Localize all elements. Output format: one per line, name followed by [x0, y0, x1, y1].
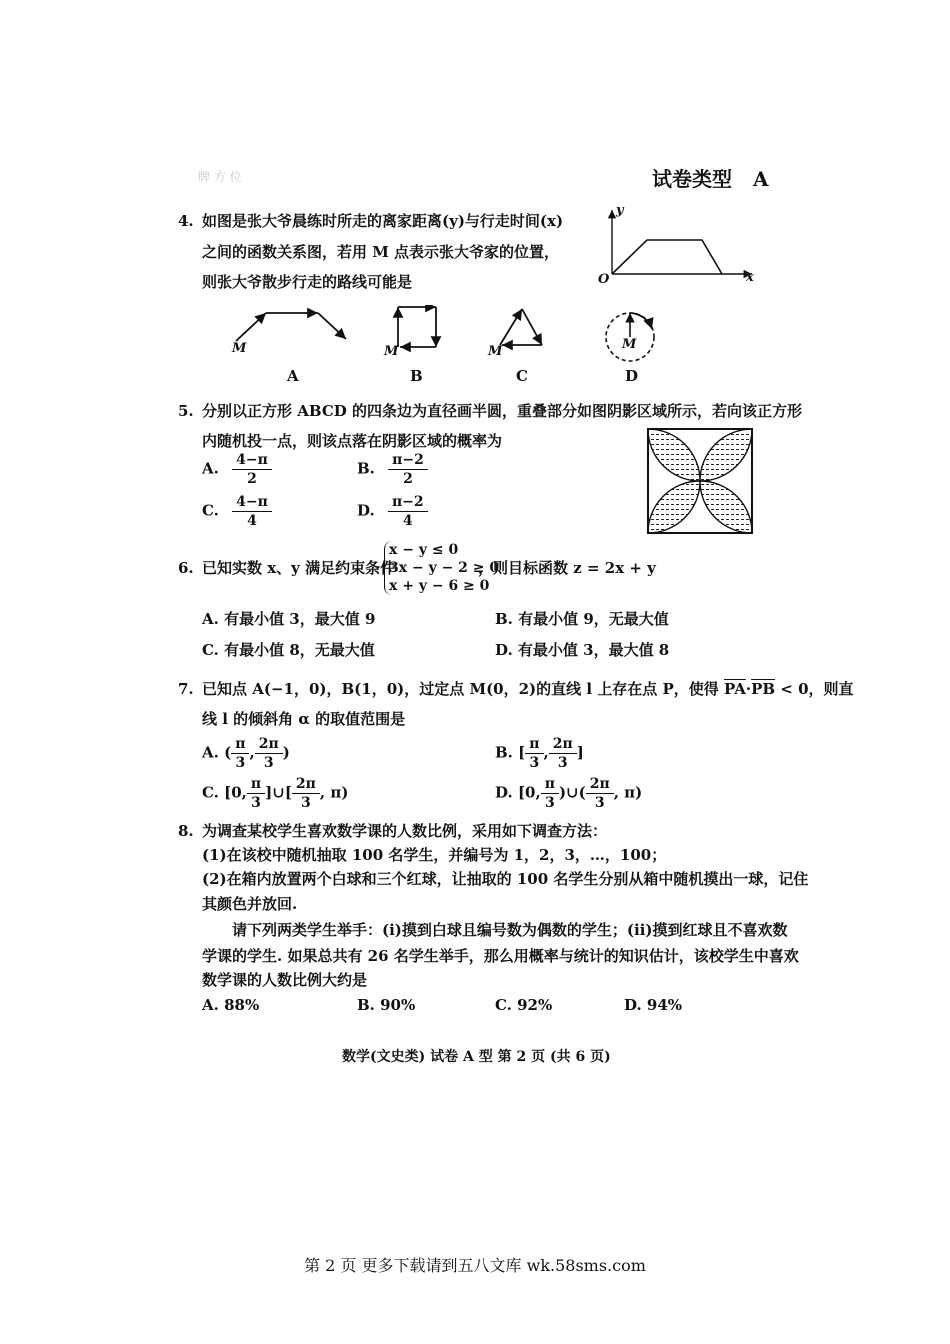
q7-option-b — [495, 735, 584, 772]
q8-line6: 学课的学生. 如果总共有 26 名学生举手，那么用概率与统计的知识估计，该校学生中喜欢 — [202, 947, 799, 965]
q4-option-d-label: D — [625, 367, 639, 385]
route-a — [236, 313, 346, 341]
q8-option-d: D. 94% — [624, 996, 683, 1014]
q7-b-n1: π — [525, 735, 543, 754]
q4-option-b-label: B — [410, 367, 423, 385]
q6-option-a: A. 有最小值 3，最大值 9 — [202, 610, 376, 628]
q7-line2: 线 l 的倾斜角 α 的取值范围是 — [202, 710, 406, 728]
q4-route-figures — [230, 305, 670, 365]
q7-c-n1: π — [247, 775, 265, 794]
q7-a-label: A. — [202, 743, 219, 762]
q6-constraint-1: x − y ≤ 0 — [389, 542, 459, 558]
q7-a-frac2 — [255, 735, 283, 772]
q6-stem-prefix: 已知实数 x、y 满足约束条件 — [202, 559, 396, 577]
q7-c-frac1 — [247, 775, 265, 812]
q5-square-figure — [646, 427, 756, 537]
q7-a-d1: 3 — [235, 755, 246, 771]
q5-option-c — [202, 493, 272, 530]
q7-dot: · — [745, 680, 752, 698]
q6-constraint-3: x + y − 6 ≥ 0 — [389, 578, 490, 594]
q7-c-frac2 — [292, 775, 320, 812]
download-watermark: 第 2 页 更多下载请到五八文库 wk.58sms.com — [304, 1256, 646, 1275]
q5-option-b-frac — [388, 451, 428, 488]
q5-b-num: π−2 — [388, 451, 428, 470]
q5-option-c-label: C. — [202, 501, 219, 520]
q7-b-frac1 — [525, 735, 543, 772]
graph-distance-line — [612, 240, 722, 274]
q6-option-c: C. 有最小值 8，无最大值 — [202, 641, 375, 659]
q5-option-d — [357, 493, 428, 530]
q7-option-d — [495, 775, 642, 812]
q7-d-label: D. — [495, 783, 513, 802]
q5-option-b — [357, 451, 428, 488]
graph-y-label: y — [616, 203, 624, 218]
q8-line2: (1)在该校中随机抽取 100 名学生，并编号为 1，2，3，…，100； — [202, 846, 667, 864]
q7-a-open: ( — [224, 743, 232, 762]
q8-option-b: B. 90% — [357, 996, 416, 1014]
q7-d-d2: 3 — [594, 795, 605, 811]
q5-option-a-frac — [232, 451, 272, 488]
q7-c-d1: 3 — [251, 795, 261, 811]
q5-a-den: 2 — [247, 471, 257, 487]
q5-a-num: 4−π — [232, 451, 272, 470]
q5-c-num: 4−π — [232, 493, 272, 512]
header-smudge: 牌 方 位 — [198, 170, 242, 184]
graph-origin-label: O — [598, 272, 610, 287]
q7-b-d2: 3 — [557, 755, 568, 771]
exam-type-text: 试卷类型 — [652, 167, 732, 191]
q7-c-d2: 3 — [301, 795, 311, 811]
q5-line1: 分别以正方形 ABCD 的四条边为直径画半圆，重叠部分如图阴影区域所示，若向该正方形 — [202, 402, 802, 420]
q7-c-n2: 2π — [292, 775, 320, 794]
q7-b-close: ] — [576, 743, 584, 762]
q7-c-label: C. — [202, 783, 219, 802]
q7-b-n2: 2π — [549, 735, 577, 754]
q7-c-post: , π) — [319, 783, 349, 802]
q7-b-d1: 3 — [529, 755, 540, 771]
q7-d-n2: 2π — [586, 775, 614, 794]
q7-d-mid: )∪( — [558, 783, 586, 802]
q8-line4: 其颜色并放回. — [202, 895, 298, 913]
q4-line1: 如图是张大爷晨练时所走的离家距离(y)与行走时间(x) — [202, 212, 564, 230]
q7-b-comma: , — [543, 743, 549, 762]
q7-b-open: [ — [518, 743, 526, 762]
q7-d-frac1 — [541, 775, 559, 812]
q7-c-mid: ]∪[ — [265, 783, 292, 802]
q7-b-frac2 — [549, 735, 577, 772]
exam-type-label — [652, 163, 769, 192]
q5-option-d-label: D. — [357, 501, 375, 520]
q7-a-frac1 — [231, 735, 249, 772]
route-b — [398, 307, 436, 347]
q7-d-d1: 3 — [544, 795, 555, 811]
exam-type-letter: A — [752, 167, 769, 191]
q7-option-c — [202, 775, 348, 812]
q6-option-b: B. 有最小值 9，无最大值 — [495, 610, 669, 628]
q7-b-label: B. — [495, 743, 513, 762]
q7-vector-pa: $\overline{PA}$ — [724, 680, 746, 698]
q5-d-den: 4 — [402, 513, 413, 529]
q5-option-a — [202, 451, 272, 488]
q7-d-post: , π) — [613, 783, 643, 802]
q8-line1: 为调查某校学生喜欢数学课的人数比例，采用如下调查方法： — [202, 822, 608, 840]
q5-option-b-label: B. — [357, 459, 375, 478]
page-footer-info: 数学(文史类) 试卷 A 型 第 2 页 (共 6 页) — [342, 1049, 611, 1065]
q7-line1-b: < 0，则直 — [780, 680, 854, 698]
q5-line2: 内随机投一点，则该点落在阴影区域的概率为 — [202, 432, 503, 450]
q8-line5: 请下列两类学生举手：(ⅰ)摸到白球且编号数为偶数的学生；(ⅱ)摸到红球且不喜欢数 — [232, 921, 788, 939]
q5-option-d-frac — [388, 493, 428, 530]
q7-line1 — [202, 679, 854, 699]
q5-b-den: 2 — [403, 471, 413, 487]
q7-d-pre: [0, — [517, 783, 541, 802]
q4-number: 4. — [178, 212, 194, 230]
q7-number: 7. — [178, 680, 194, 698]
q6-option-d: D. 有最小值 3，最大值 8 — [495, 641, 670, 659]
q5-d-num: π−2 — [388, 493, 428, 512]
q6-stem-suffix: ，则目标函数 z = 2x + y — [478, 559, 656, 577]
route-c — [500, 309, 542, 345]
q5-number: 5. — [178, 402, 194, 420]
q4-option-c-label: C — [516, 367, 528, 385]
q8-option-c: C. 92% — [495, 996, 553, 1014]
q5-option-c-frac — [232, 493, 272, 530]
q7-d-frac2 — [586, 775, 614, 812]
q4-line2: 之间的函数关系图，若用 M 点表示张大爷家的位置， — [202, 243, 560, 261]
q7-option-a — [202, 735, 290, 772]
q7-line1-a: 已知点 A(−1，0)，B(1，0)，过定点 M(0，2)的直线 l 上存在点 P，使得 — [202, 680, 719, 698]
q8-number: 8. — [178, 822, 194, 840]
q7-a-comma: , — [249, 743, 255, 762]
route-b-point: M — [384, 344, 399, 359]
q4-line3: 则张大爷散步行走的路线可能是 — [202, 273, 413, 291]
q7-a-d2: 3 — [263, 755, 274, 771]
q7-a-close: ) — [282, 743, 290, 762]
q8-option-a: A. 88% — [202, 996, 260, 1014]
q8-line7: 数学课的人数比例大约是 — [202, 971, 368, 989]
route-c-point: M — [488, 344, 503, 359]
q7-d-n1: π — [541, 775, 559, 794]
graph-x-label: x — [746, 270, 754, 285]
q7-c-pre: [0, — [224, 783, 247, 802]
q4-option-a-label: A — [287, 367, 299, 385]
q6-constraint-2: 3x − y − 2 ≥ 0 — [389, 560, 500, 576]
q7-vector-pb: $\overline{PB}$ — [751, 680, 776, 698]
route-d-point: M — [622, 337, 637, 352]
route-a-point: M — [232, 341, 247, 356]
q7-a-n2: 2π — [255, 735, 283, 754]
q5-option-a-label: A. — [202, 459, 219, 478]
q6-number: 6. — [178, 559, 194, 577]
q8-line3: (2)在箱内放置两个白球和三个红球，让抽取的 100 名学生分别从箱中随机摸出一球，记住 — [202, 870, 809, 888]
q7-a-n1: π — [231, 735, 249, 754]
q5-c-den: 4 — [247, 513, 257, 529]
